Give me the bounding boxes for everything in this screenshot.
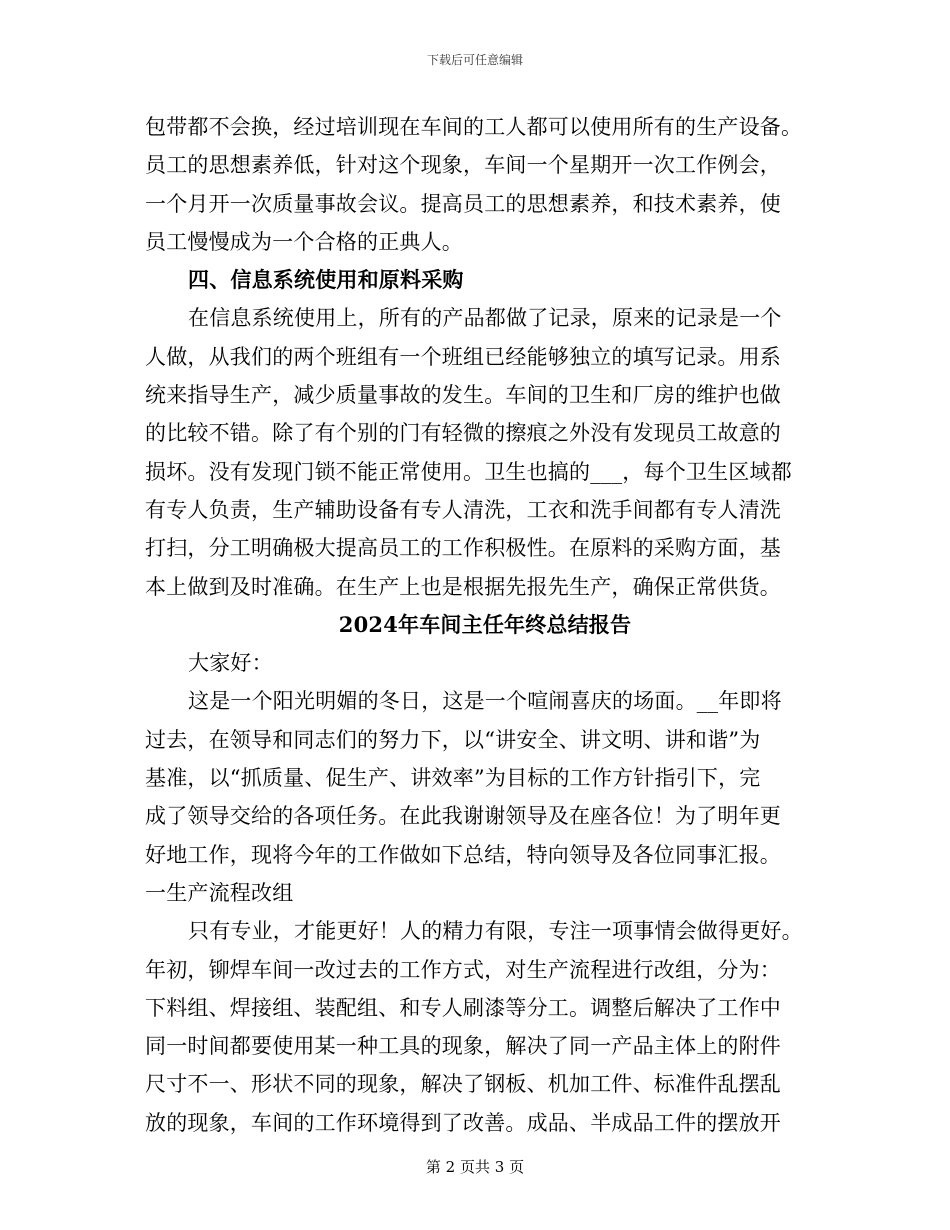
text-line: 本上做到及时准确。在生产上也是根据先报先生产，确保正常供货。 [145,574,781,599]
text-line: 这是一个阳光明媚的冬日，这是一个喧闹喜庆的场面。__年即将 [188,689,782,714]
text-line: 损坏。没有发现门锁不能正常使用。卫生也搞的___，每个卫生区域都 [145,459,792,484]
text-line: 一个月开一次质量事故会议。提高员工的思想素养，和技术素养，使 [145,191,781,216]
text-line: 成了领导交给的各项任务。在此我谢谢领导及在座各位！为了明年更 [145,804,781,829]
text-line: 基准，以“抓质量、促生产、讲效率”为目标的工作方针指引下，完 [145,766,761,791]
text-line: 同一时间都要使用某一种工具的现象，解决了同一产品主体上的附件 [145,1034,781,1059]
text-line: 有专人负责，生产辅助设备有专人清洗，工衣和洗手间都有专人清洗 [145,497,781,522]
page-number: 第 2 页共 3 页 [425,1158,525,1176]
text-line: 员工的思想素养低，针对这个现象，车间一个星期开一次工作例会， [145,153,781,178]
text-line: 放的现象，车间的工作环境得到了改善。成品、半成品工件的摆放开 [145,1110,781,1135]
text-line: 在信息系统使用上，所有的产品都做了记录，原来的记录是一个 [188,306,782,331]
page-header: 下载后可任意编辑 [426,53,523,67]
section-heading: 四、信息系统使用和原料采购 [188,267,464,293]
text-line: 人做，从我们的两个班组有一个班组已经能够独立的填写记录。用系 [145,344,781,369]
text-line: 年初，铆焊车间一改过去的工作方式，对生产流程进行改组，分为： [145,957,781,982]
text-line: 只有专业，才能更好！人的精力有限，专注一项事情会做得更好。 [188,919,803,944]
text-line: 下料组、焊接组、装配组、和专人刷漆等分工。调整后解决了工作中 [145,995,781,1020]
text-line: 员工慢慢成为一个合格的正典人。 [145,229,463,254]
text-line: 好地工作，现将今年的工作做如下总结，特向领导及各位同事汇报。 [145,842,781,867]
text-line: 大家好： [188,651,273,676]
document-body [145,108,825,1142]
text-line: 尺寸不一、形状不同的现象，解决了钢板、机加工件、标准件乱摆乱 [145,1072,781,1097]
text-line: 打扫，分工明确极大提高员工的工作积极性。在原料的采购方面，基 [145,536,781,561]
text-line: 的比较不错。除了有个别的门有轻微的擦痕之外没有发现员工故意的 [145,421,781,446]
text-line: 一生产流程改组 [145,880,294,905]
document-title: 2024年车间主任年终总结报告 [338,611,632,637]
text-line: 统来指导生产，减少质量事故的发生。车间的卫生和厂房的维护也做 [145,383,781,408]
text-line: 包带都不会换，经过培训现在车间的工人都可以使用所有的生产设备。 [145,115,803,139]
text-line: 过去，在领导和同志们的努力下，以“讲安全、讲文明、讲和谐”为 [145,727,761,752]
